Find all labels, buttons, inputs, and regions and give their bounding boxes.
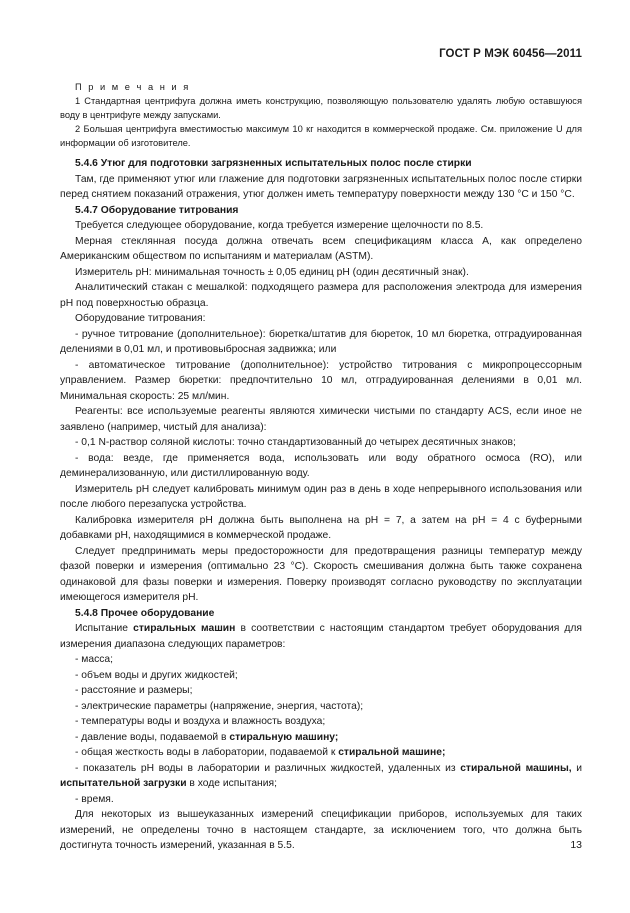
text-run: в ходе испытания; xyxy=(186,778,277,789)
section-heading-5-4-6: 5.4.6 Утюг для подготовки загрязненных испытательных полос после стирки xyxy=(75,158,472,169)
list-item: - электрические параметры (напряжение, энергия, частота); xyxy=(75,700,364,712)
list-item: - объем воды и других жидкостей; xyxy=(75,669,238,681)
list-item: - расстояние и размеры; xyxy=(75,685,193,696)
notes-block xyxy=(60,80,582,150)
paragraph: Там, где применяют утюг или глажение для подготовки загрязненных испытательных полос после стирки перед снятием показаний отражения, утюг должен иметь температуру поверхности между 130 °С и 150 °С. xyxy=(60,173,582,200)
note-1: 1 Стандартная центрифуга должна иметь конструкцию, позволяющую пользователю удалять любую оставшуюся воду в центрифуге между запусками. xyxy=(60,96,582,120)
paragraph: Требуется следующее оборудование, когда требуется измерение щелочности по 8.5. xyxy=(75,220,484,231)
list-item: - автоматическое титрование (дополнительное): устройство титрования с микропроцессорным управлением. Размер бюретки: предпочтительно 10 мл, отградуированная делениями в 0,01 мл. Минимальная скорость: 25 мл/мин. xyxy=(60,359,582,402)
bold-term: стиральной машине; xyxy=(338,747,446,758)
paragraph: Для некоторых из вышеуказанных измерений спецификации приборов, используемых для таких измерений, не определены точно в настоящем стандарте, за исключением того, что должна быть достигнута точность измерений, указанная в 5.5. xyxy=(60,809,582,851)
paragraph: Мерная стеклянная посуда должна отвечать всем спецификациям класса А, как определено Американским обществом по испытаниям и материалам (ASTM). xyxy=(60,235,582,262)
list-item: - время. xyxy=(75,793,114,805)
note-2: 2 Большая центрифуга вместимостью максимум 10 кг находится в коммерческой продаже. См. приложение U для информации об изготовителе. xyxy=(60,124,582,148)
bold-term: стиральных машин xyxy=(133,623,236,634)
text-run: и xyxy=(571,762,582,774)
document-header: ГОСТ Р МЭК 60456—2011 xyxy=(439,48,582,60)
bold-term: стиральную машину; xyxy=(229,731,339,743)
page-body xyxy=(60,80,582,854)
list-item: - температуры воды и воздуха и влажность воздуха; xyxy=(75,716,326,727)
bold-term: стиральной машины, xyxy=(460,762,572,774)
text-run: - показатель рН воды в лаборатории и различных жидкостей, удаленных из xyxy=(75,762,461,774)
list-item: - ручное титрование (дополнительное): бюретка/штатив для бюреток, 10 мл бюретка, отградуированная делениями в 0,01 мл, и противовыбросная задвижка; или xyxy=(60,328,582,355)
page-number: 13 xyxy=(570,839,582,851)
paragraph: Реагенты: все используемые реагенты являются химически чистыми по стандарту ACS, если иное не заявлено (например, чистый для анализа): xyxy=(60,406,582,433)
list-item: - 0,1 N-раствор соляной кислоты: точно стандартизованный до четырех десятичных знаков; xyxy=(75,437,516,448)
section-heading-5-4-8: 5.4.8 Прочее оборудование xyxy=(75,607,215,619)
paragraph: Оборудование титрования: xyxy=(75,313,206,324)
bold-term: испытательной загрузки xyxy=(60,778,187,789)
text-run: Испытание xyxy=(75,623,134,634)
paragraph: Следует предпринимать меры предосторожности для предотвращения разницы температур между фазой поверки и измерения (оптимально 23 °С). Скорость смешивания должна быть также сохранена одинаковой для фазы поверки и измерения. Поверку производят согласно руководству по эксплуатации имеющегося измерителя рН. xyxy=(60,545,582,603)
text-run: в соответствии с настоящим стандартом требует оборудования для измерения диапазона следующих параметров: xyxy=(60,623,582,650)
list-item xyxy=(60,745,582,761)
paragraph xyxy=(60,621,582,652)
paragraph: Измеритель рН: минимальная точность ± 0,05 единиц рН (один десятичный знак). xyxy=(75,266,469,278)
list-item: - вода: везде, где применяется вода, использовать или воду обратного осмоса (RO), или деминерализованную, или дистиллированную воду. xyxy=(60,452,582,479)
text-run: - давление воды, подаваемой в xyxy=(75,731,230,743)
paragraph: Калибровка измерителя рН должна быть выполнена на рН = 7, а затем на рН = 4 с буферными добавками рН, находящимися в коммерческой продаже. xyxy=(60,514,582,541)
notes-label: П р и м е ч а н и я xyxy=(75,82,191,92)
list-item: - масса; xyxy=(75,654,113,665)
list-item xyxy=(60,730,582,746)
paragraph: Аналитический стакан с мешалкой: подходящего размера для расположения электрода для измерения рН под поверхностью образца. xyxy=(60,282,582,309)
list-item xyxy=(60,761,582,792)
paragraph: Измеритель рН следует калибровать минимум один раз в день в ходе непрерывного использования или после любого перезапуска устройства. xyxy=(60,483,582,510)
section-heading-5-4-7: 5.4.7 Оборудование титрования xyxy=(75,204,239,216)
text-run: - общая жесткость воды в лаборатории, подаваемой к xyxy=(75,747,339,758)
